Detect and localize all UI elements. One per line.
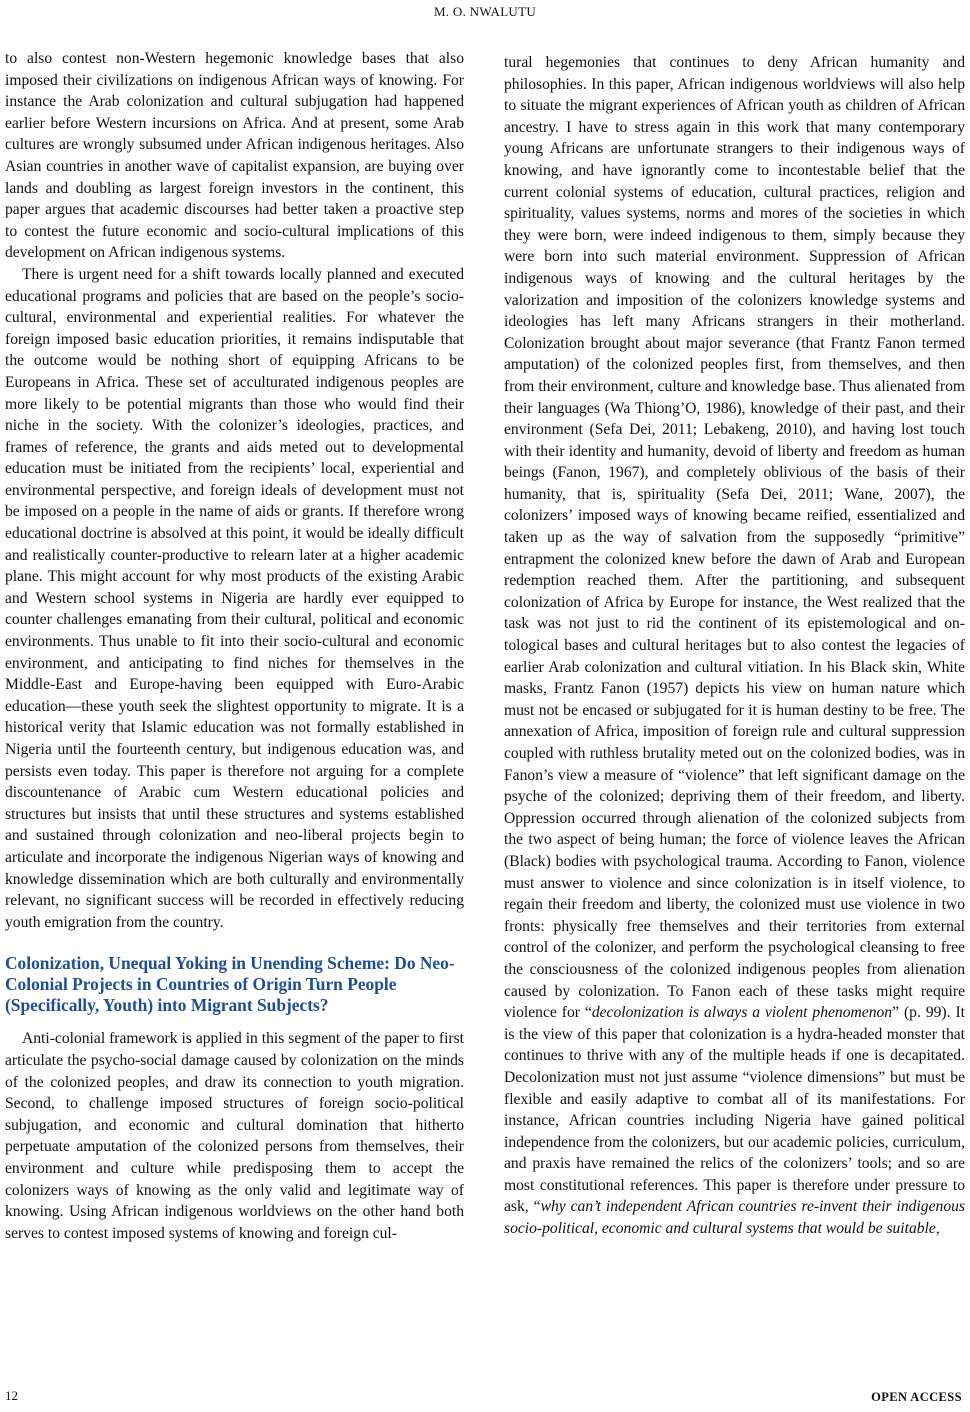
body-text: tural hegemonies that continues to deny African humanity and philosophies. In this paper, African indigenous worldviews will also help to situate the migrant experiences of African youth as children of African ancestry. I have to stress again in this work that many contemporary young Africans are unfortunate strangers to their indigenous ways of knowing, and have ignorantly come to incontestable belief that the current colonial systems of education, cultural practices, religion and spirituality, values systems, norms and mores of the societies in which they were born, were indeed indigenous to them, simply because they were born into such material environment. Suppression of African indigenous ways of knowing and the cultural heritages by the valorization and imposition of the colonizers knowledge systems and ideologies has left many Africans strangers in their motherland. Colonization brought about major severance (that Frantz Fanon termed amputation) of the colonized peoples first, from themselves, and then from their environment, culture and knowledge base. Thus alienated from their languages (Wa Thiong’O, 1986), knowledge of their past, and their environment (Sefa Dei, 2011; Lebakeng, 2010), and having lost touch with their identity and humanity, devoid of liberty and freedom as human beings (Fanon, 1967), and completely oblivious of the basis of their humanity, that is, spirituality (Sefa Dei, 2011; Wane, 2007), the colonizers’ imposed ways of knowing became reified, essentialized and taken up as the way of salvation from the supposedly “primitive” entrapment the colonized knew before the dawn of Arab and European redemption reached them. After the partitioning, and subsequent colonization of Africa by Europe for instance, the West realized that the task was not just to rid the continent of its epistemological and ontological bases and cultural heritages but to also contest the legacies of earlier Arab colonization and cultural vitiation. In his Black skin, White masks, Frantz Fanon (1957) depicts his view on human nature which must not be encased or subjugated for it is human destiny to be free. The annexation of Africa, imposition of foreign rule and cultural suppression coupled with ruthless brutality meted out on the colonized bodies, was in Fanon’s view a measure of “violence” that left significant damage on the psyche of the colonized; depriving them of their freedom, and liberty. Oppression occurred through alienation of the colonized subjects from the two aspect of being human; the force of violence leaves the African (Black) bodies with psychological trauma. According to Fanon, violence must answer to violence and since colonization is in itself violence, to regain their freedom and liberty, the colonized must use violence in two fronts: physically free themselves and their territories from external control of the colonizer, and perform the psychological cleansing to free the consciousness of the colonized indigenous peoples from alienation caused by colonization. To Fanon each of these tasks might require violence for “ <box>504 54 965 1022</box>
running-head: M. O. NWALUTU <box>433 4 537 19</box>
italic-quote: economic and cultural systems that would be suitable <box>601 1220 936 1238</box>
italic-quote: decolonization is always a violent phenomenon <box>591 1004 893 1022</box>
page-number: 12 <box>5 1388 18 1403</box>
paragraph: There is urgent need for a shift towards locally planned and executed educational programs and policies that are based on the people’s socio-cultural, environmental and experiential realities. For whatever the foreign imposed basic education priorities, it remains indisputable that the outcome would be nothing short of equipping Africans to be Europeans in Africa. These set of acculturated indigenous peoples are more likely to be potential migrants than those who would find their niche in the society. With the colonizer’s ideologies, practices, and frames of reference, the grants and aids meted out to developmental education must be initiated from the recipients’ local, experiential and environmental perspective, and foreign ideals of development must not be imposed on a people in the name of aids or grants. If therefore wrong educational doctrine is absolved at this point, it would be ideally difficult and realistically counter-productive to relearn later at a higher academic plane. This might account for why most products of the existing Arabic and Western school systems in Nigeria are hardly ever equipped to counter challenges emanating from their cultural, political and economic environments. Thus unable to fit into their socio-cultural and economic environment, and anticipating to find niches for themselves in the Middle-East and Europe-having been equipped with Euro-Arabic education—these youth seek the slightest opportunity to migrate. It is a historical verity that Islamic education was not formally established in Nigeria until the fourteenth century, but indigenous education was, and persists even today. This paper is therefore not arguing for a complete discountenance of Arabic cum Western educational policies and structures but insists that until these structures and systems established and sustained through colonization and neo-liberal projects begin to articulate and incorporate the indigenous Nigerian ways of knowing and knowledge dissemination which are both culturally and environmentally relevant, no significant success will be recorded in effectively reducing youth emigration from the country. <box>5 265 464 931</box>
italic-quote: why can’t independent African countries re-invent their indigenous socio-political <box>504 1198 965 1238</box>
left-column <box>5 48 464 1244</box>
paragraph: to also contest non-Western hegemonic knowledge bases that also imposed their civilizations on indigenous African ways of knowing. For instance the Arab colonization and cultural subjugation had happened earlier before Western incursions on Africa. And at present, some Arab cultures are wrongly subsumed under African indigenous heritages. Also Asian countries in another wave of capitalist expansion, are buying over lands and doubling as largest foreign investors in the continent, this paper argues that academic discourses had better taken a proactive step to contest the future economic and socio-cultural implications of this development on African indigenous systems. <box>5 50 464 262</box>
section-heading: Colonization, Unequal Yoking in Unending Scheme: Do Neo-Colonial Projects in Countries of Origin Turn People (Specifically, Youth) into Migrant Subjects? <box>5 953 455 1016</box>
body-text: ” (p. 99). It is the view of this paper that colonization is a hydra-headed monster that continues to thrive with any of the multiple heads if one is decapitated. Decolonization must not just assume “violence dimensions” but must be flexible and easily adaptive to combat all of its manifestations. For instance, African countries including Nigeria have gained political independence from the colonizers, but our academic policies, curriculum, and praxis have remained the relics of the colonizers’ tools; and so are most constitutional references. This paper is therefore under pressure to ask, “ <box>504 1004 965 1216</box>
paragraph <box>504 52 965 1240</box>
body-text: , <box>594 1220 602 1238</box>
body-text: , <box>935 1220 940 1238</box>
right-column <box>504 52 965 1240</box>
open-access-label: OPEN ACCESS <box>871 1390 962 1404</box>
paragraph: Anti-colonial framework is applied in this segment of the paper to first articulate the psycho-social damage caused by colonization on the minds of the colonized peoples, and draw its connection to youth migration. Second, to challenge imposed structures of foreign socio-political subjugation, and economic and cultural domination that hitherto perpetuate amputation of the colonized persons from themselves, their environment and culture while predisposing them to accept the colonizers ways of knowing as the only valid and legitimate way of knowing. Using African indigenous worldviews on the other hand both serves to contest imposed systems of knowing and foreign cul- <box>5 1030 464 1242</box>
